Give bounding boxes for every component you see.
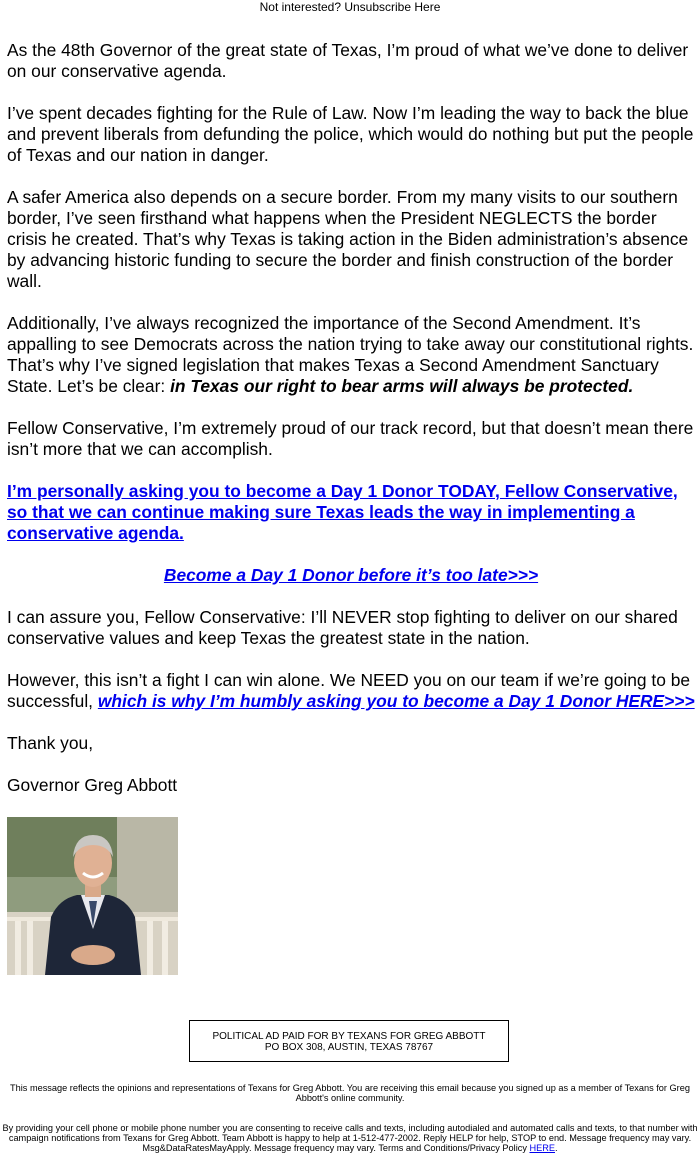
paragraph-team <box>7 670 695 712</box>
privacy-policy-link[interactable]: HERE <box>529 1143 555 1153</box>
sms-consent-text: By providing your cell phone or mobile phone number you are consenting to receive calls and texts, including autodialed and automated calls and texts, to that number with campaign notifications from Texans for Greg Abbott. Team Abbott is happy to help at 1-512-477-2002. Reply HELP for help, STOP to end. Message frequency may vary. Msg&DataRatesMayApply. Message frequency may vary. Terms and Conditions/Privacy Policy <box>2 1123 698 1153</box>
paragraph-cta-1 <box>7 481 695 544</box>
team-text: However, this isn’t a fight I can win alone. We NEED you on our team if we’re going to be successful, <box>7 670 691 711</box>
paragraph-governor-intro: As the 48th Governor of the great state of Texas, I’m proud of what we’ve done to deliver on our conservative agenda. <box>7 40 689 81</box>
sms-consent-notice <box>0 1123 700 1153</box>
become-donor-link[interactable]: Become a Day 1 Donor before it’s too late>>> <box>163 565 539 585</box>
paragraph-border: A safer America also depends on a secure border. From my many visits to our southern border, I’ve seen firsthand what happens when the President NEGLECTS the border crisis he created. That’s why Texas is taking action in the Biden administration’s absence by advancing historic funding to secure the border and finish construction of the border wall. <box>7 187 689 291</box>
paragraph-track-record: Fellow Conservative, I’m extremely proud of our track record, but that doesn’t mean there isn’t more that we can accomplish. <box>7 418 694 459</box>
closing-text: Thank you, <box>7 733 94 753</box>
donor-here-link[interactable]: which is why I’m humbly asking you to become a Day 1 Donor HERE>>> <box>97 691 695 711</box>
donor-cta-link[interactable]: I’m personally asking you to become a Day 1 Donor TODAY, Fellow Conservative, so that we can continue making sure Texas leads the way in implementing a conservative agenda. <box>7 481 678 543</box>
second-amendment-text: Additionally, I’ve always recognized the importance of the Second Amendment. It’s appalling to see Democrats across the nation trying to take away our constitutional rights. That’s why I’ve signed legislation that makes Texas a Second Amendment Sanctuary State. Let’s be clear: <box>7 313 694 396</box>
governor-photo <box>7 817 178 975</box>
paragraph-cta-2 <box>7 565 695 586</box>
footer-notice: This message reflects the opinions and representations of Texans for Greg Abbott. You are receiving this email because you signed up as a member of Texans for Greg Abbott's online community. <box>10 1083 690 1103</box>
email-body <box>7 40 695 975</box>
paid-for-disclaimer <box>189 1020 509 1062</box>
paragraph-rule-of-law: I’ve spent decades fighting for the Rule of Law. Now I’m leading the way to back the blue and prevent liberals from defunding the police, which would do nothing but put the people of Texas and our nation in danger. <box>7 103 694 165</box>
paid-for-line-1: POLITICAL AD PAID FOR BY TEXANS FOR GREG ABBOTT <box>212 1031 486 1042</box>
signature-name: Governor Greg Abbott <box>7 775 178 795</box>
paragraph-second-amendment <box>7 313 695 397</box>
governor-portrait-image <box>7 817 178 975</box>
second-amendment-emphasis: in Texas our right to bear arms will always be protected. <box>170 376 634 396</box>
paid-for-line-2: PO BOX 308, AUSTIN, TEXAS 78767 <box>264 1042 434 1053</box>
paragraph-assurance: I can assure you, Fellow Conservative: I’ll NEVER stop fighting to deliver on our shared conservative values and keep Texas the greatest state in the nation. <box>7 607 678 648</box>
unsubscribe-link[interactable]: Not interested? Unsubscribe Here <box>259 0 441 14</box>
sms-consent-end: . <box>555 1143 558 1153</box>
unsubscribe-bar <box>0 0 700 14</box>
